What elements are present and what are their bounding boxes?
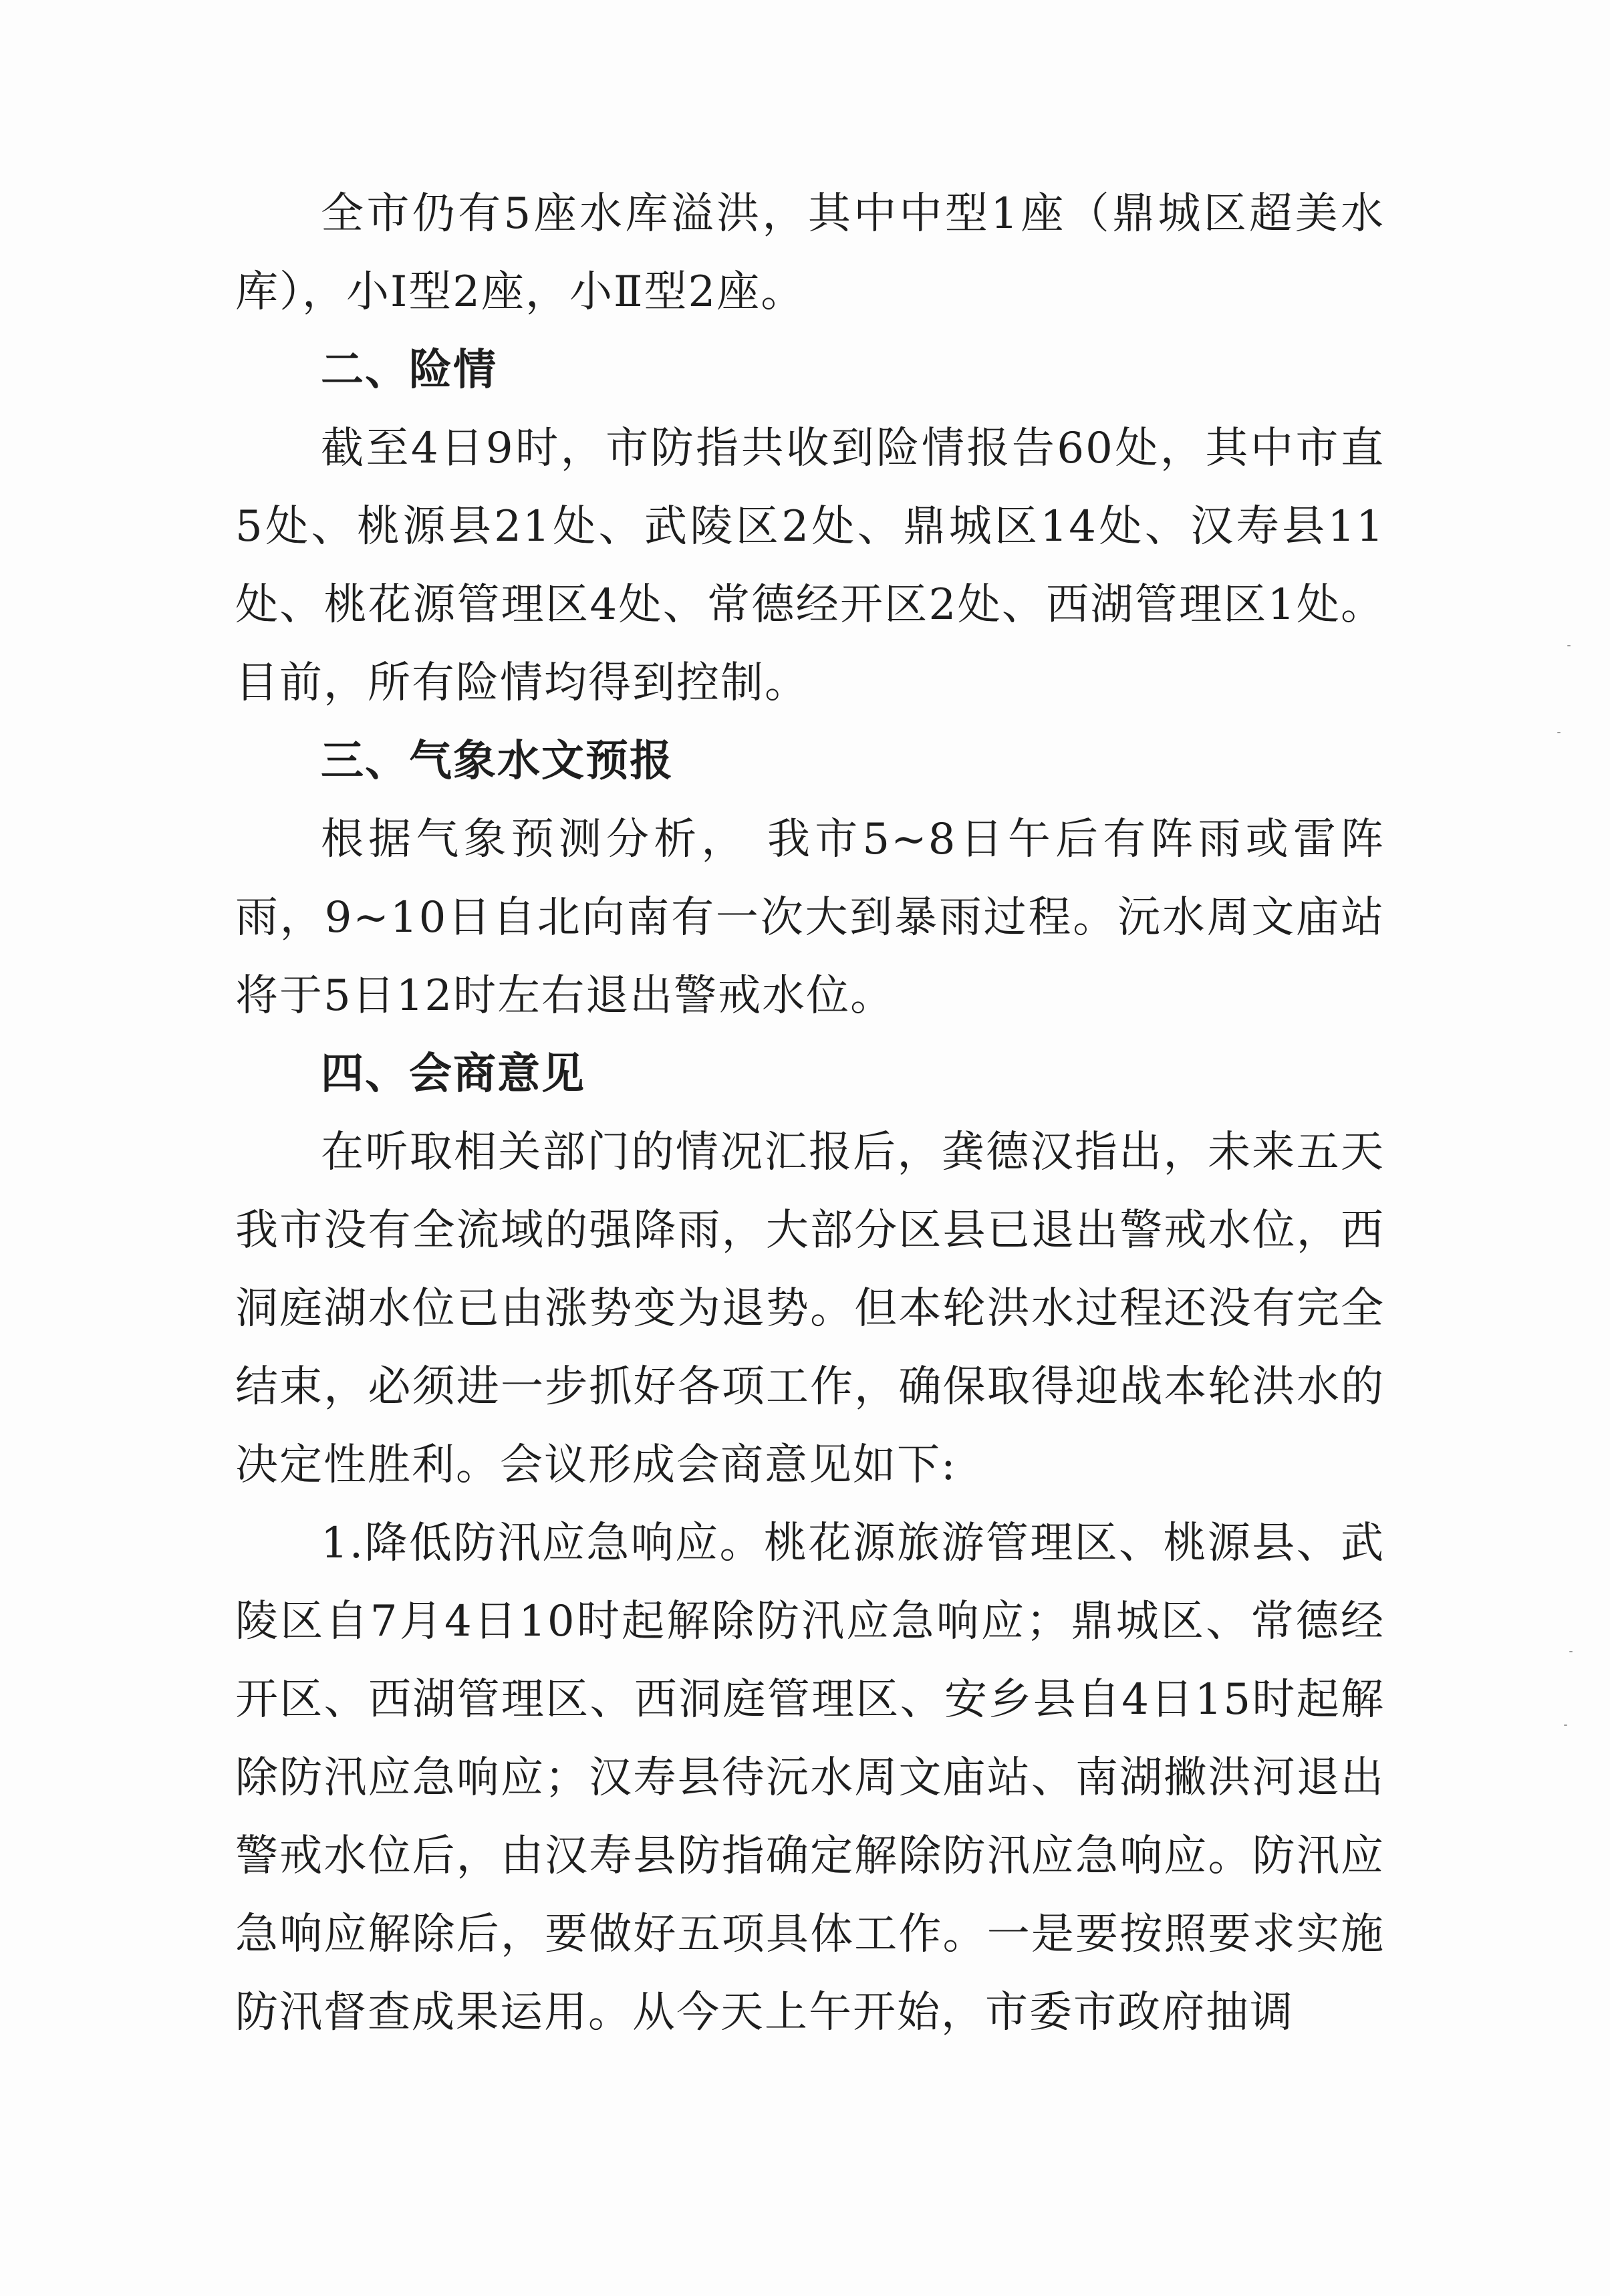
paragraph-consultation-summary: 在听取相关部门的情况汇报后，龚德汉指出，未来五天我市没有全流域的强降雨，大部分区县已退出警戒水位，西洞庭湖水位已由涨势变为退势。但本轮洪水过程还没有完全结束，必须进一步抓好各项工作，确保取得迎战本轮洪水的决定性胜利。会议形成会商意见如下:	[235, 1128, 1385, 1490]
scan-speck	[1567, 645, 1571, 646]
paragraph-weather-forecast: 根据气象预测分析， 我市5~8日午后有阵雨或雷阵雨，9~10日自北向南有一次大到暴雨过程。沅水周文庙站将于5日12时左右退出警戒水位。	[235, 815, 1385, 1021]
section-heading-forecast: 三、气象水文预报	[321, 737, 674, 786]
scan-speck	[1569, 1651, 1573, 1652]
paragraph-lower-emergency-response: 1.降低防汛应急响应。桃花源旅游管理区、桃源县、武陵区自7月4日10时起解除防汛应急响应；鼎城区、常德经开区、西湖管理区、西洞庭管理区、安乡县自4日15时起解除防汛应急响应；汉寿县待沅水周文庙站、南湖撇洪河退出警戒水位后，由汉寿县防指确定解除防汛应急响应。防汛应急响应解除后，要做好五项具体工作。一是要按照要求实施防汛督查成果运用。从今天上午开始，市委市政府抽调	[235, 1519, 1385, 2037]
paragraph-reservoir-overflow: 全市仍有5座水库溢洪，其中中型1座（鼎城区超美水库），小Ⅰ型2座，小Ⅱ型2座。	[235, 189, 1385, 317]
document-body	[235, 175, 1385, 2052]
paragraph-hazard-reports: 截至4日9时，市防指共收到险情报告60处，其中市直5处、桃源县21处、武陵区2处、鼎城区14处、汉寿县11处、桃花源管理区4处、常德经开区2处、西湖管理区1处。目前，所有险情均得到控制。	[235, 424, 1385, 708]
section-heading-hazards: 二、险情	[321, 346, 497, 395]
scan-speck	[1557, 732, 1561, 733]
scan-speck	[1564, 1725, 1567, 1726]
section-heading-consultation: 四、会商意见	[321, 1049, 585, 1099]
